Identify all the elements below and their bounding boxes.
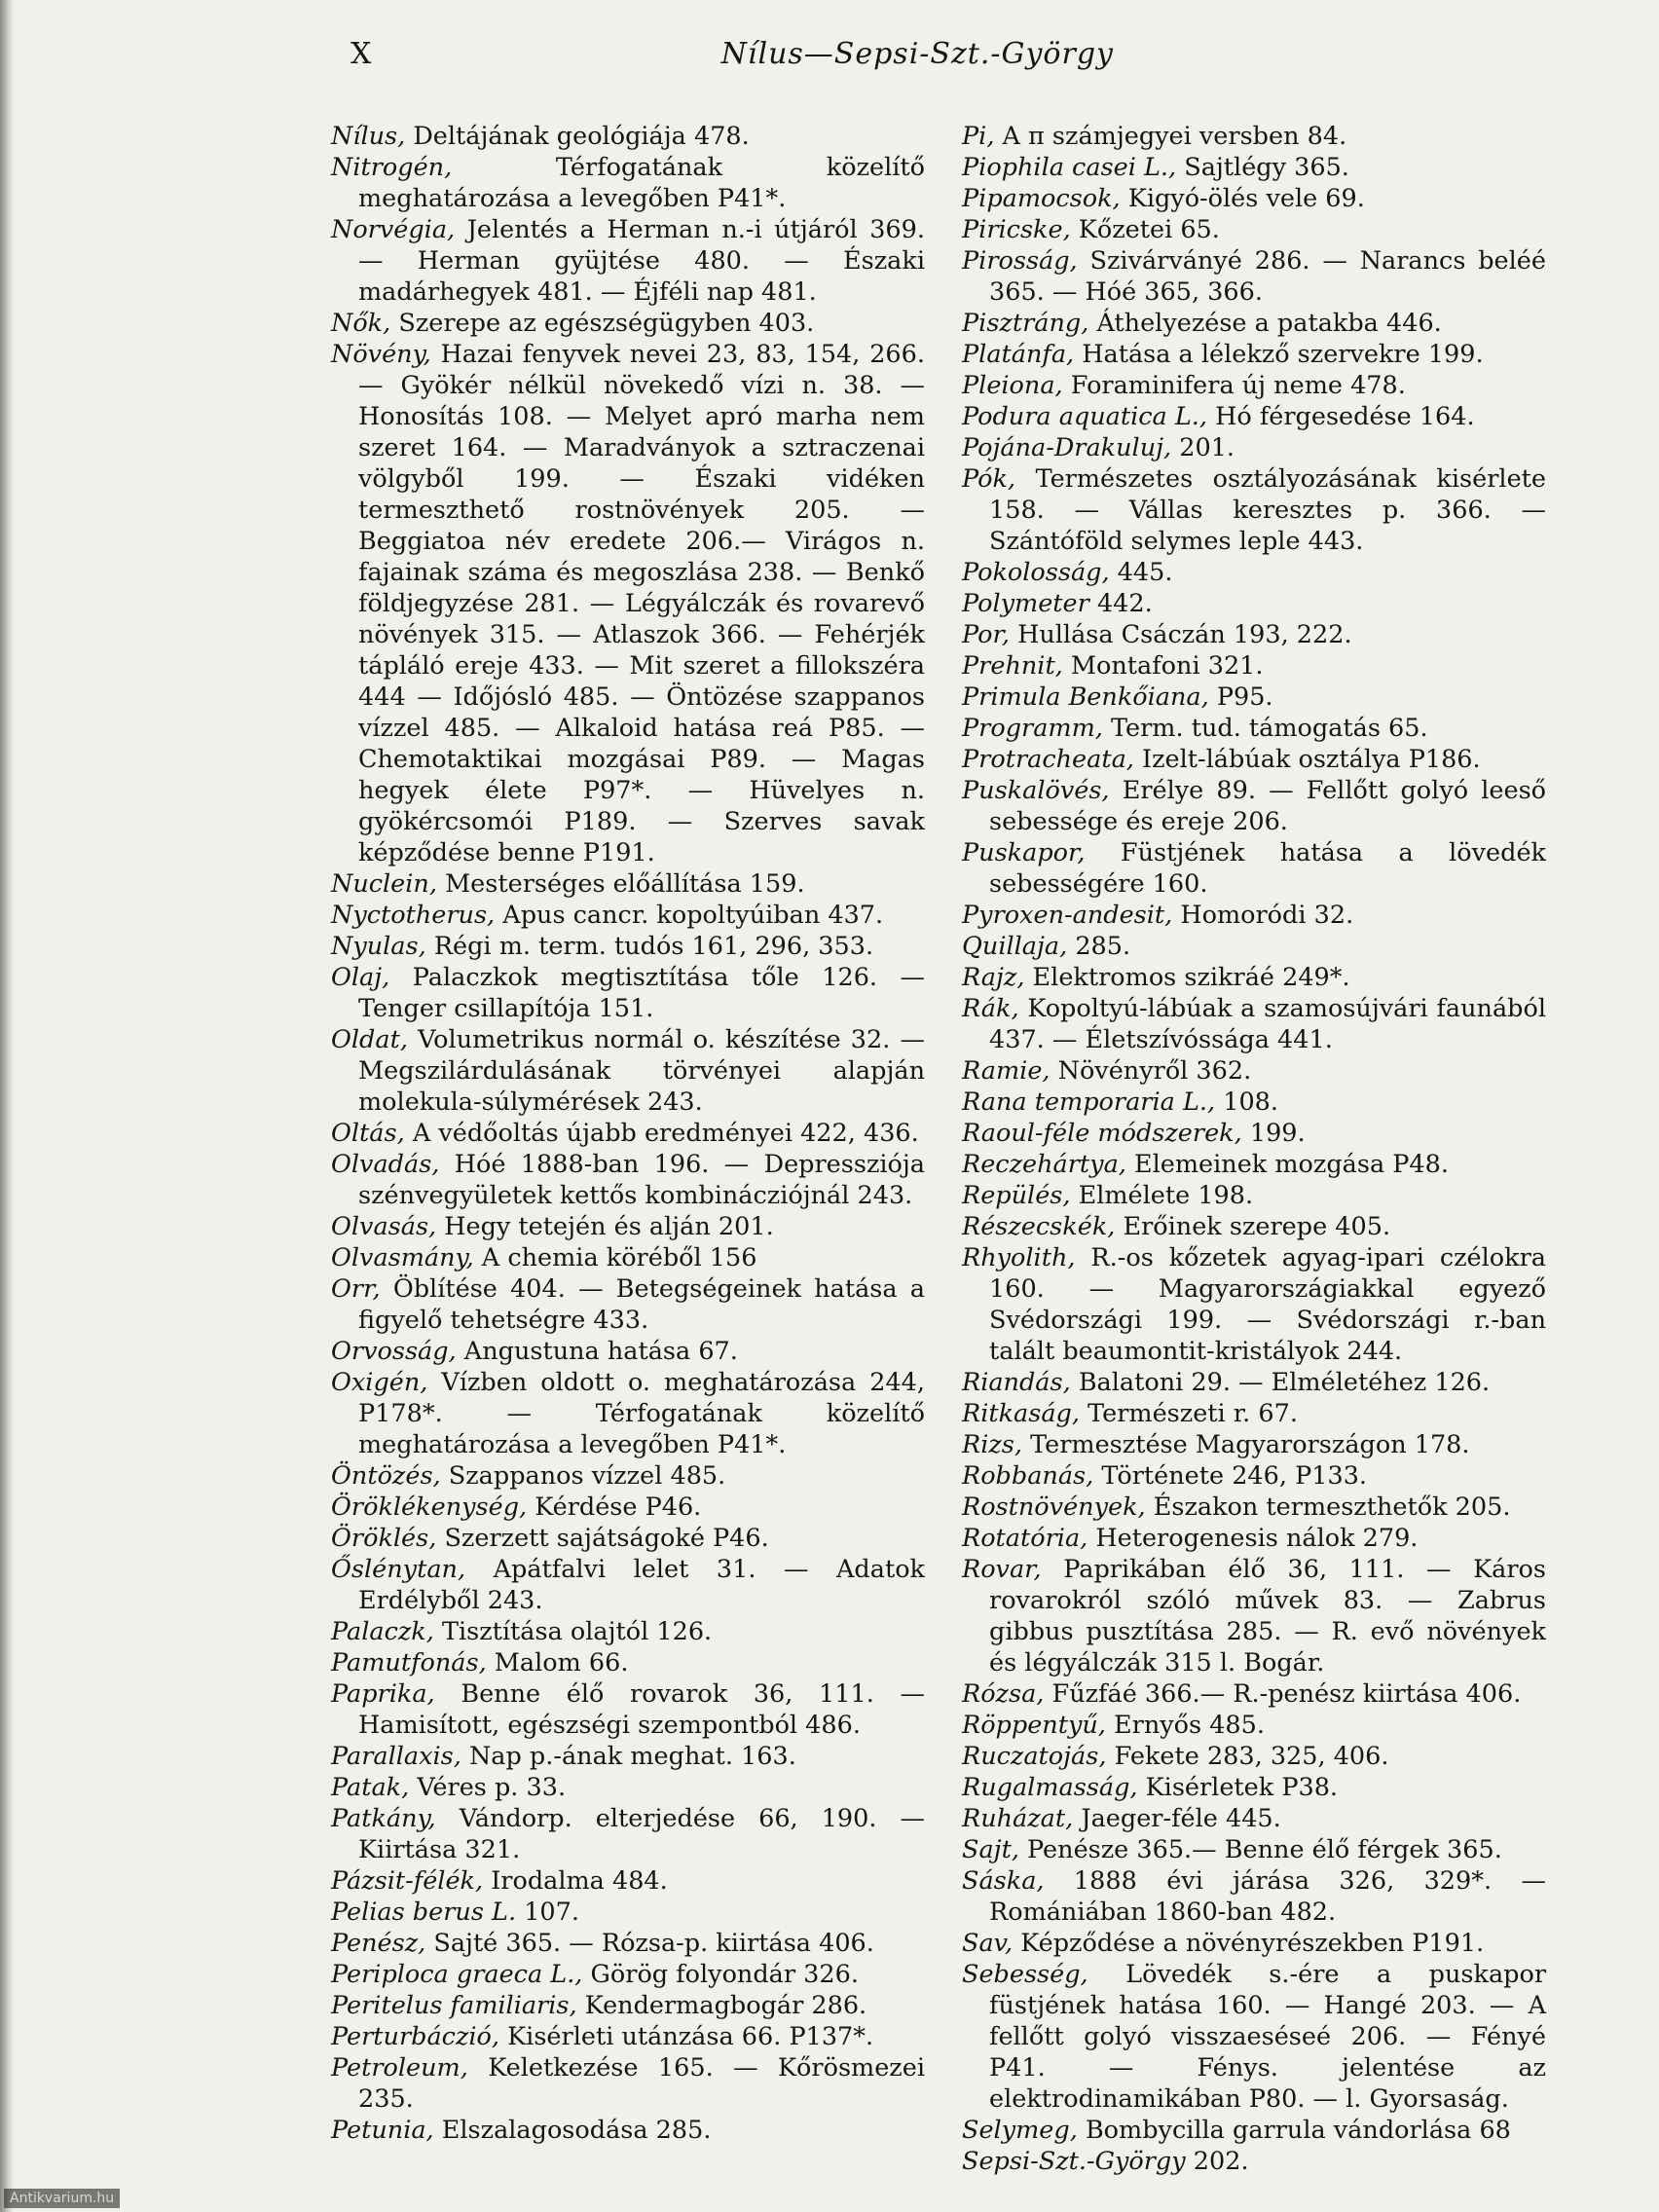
index-entry [962,1492,1546,1523]
index-headword: Nitrogén, [331,153,453,182]
index-references: 1888 évi járása 326, 329*. — Romániában 1860-ban 482. [989,1866,1546,1927]
index-references: Mesterséges előállítása 159. [445,869,805,899]
book-gutter [0,0,14,2212]
index-references: Jaeger-féle 445. [1081,1804,1281,1833]
index-headword: Paprika, [331,1679,435,1709]
index-entry [962,1741,1546,1772]
index-headword: Norvégia, [331,215,456,244]
index-references: Kopoltyú-lábúak a szamosújvári faunából 437. — Életszívóssága 441. [989,994,1547,1054]
index-entry [962,1959,1546,2115]
index-headword: Prehnit, [962,651,1063,681]
index-references: Montafoni 321. [1070,651,1264,681]
index-entry [331,868,925,900]
index-headword: Pipamocsok, [962,184,1121,213]
index-entry [962,183,1546,214]
index-headword: Növény, [331,340,431,369]
index-references: Elszalagosodása 285. [441,2116,712,2145]
index-headword: Orvosság, [331,1337,457,1366]
index-entry [331,931,925,962]
index-references: Erőinek szerepe 405. [1123,1212,1391,1241]
index-headword: Pojána-Drakuluj, [962,433,1172,462]
index-references: A chemia köréből 156 [481,1243,757,1272]
index-headword: Oldat, [331,1025,408,1054]
index-entry [331,1990,925,2021]
index-references: 202. [1193,2147,1249,2176]
index-entry [331,1523,925,1554]
index-references: Régi m. term. tudós 161, 296, 353. [433,932,874,961]
index-entry [962,121,1546,152]
index-references: Bombycilla garrula vándorlása 68 [1085,2116,1511,2145]
index-references: Szivárványé 286. — Narancs beléé 365. — Hóé 365, 366. [989,246,1546,307]
index-column-left [331,121,925,2146]
index-headword: Rotatória, [962,1524,1088,1553]
index-entry [962,1149,1546,1180]
index-headword: Robbanás, [962,1461,1094,1491]
index-references: Foraminifera új neme 478. [1070,371,1406,400]
index-headword: Selymeg, [962,2116,1078,2145]
index-entry [331,1118,925,1149]
index-entry [962,1180,1546,1211]
index-references: Ernyős 485. [1114,1711,1265,1740]
index-headword: Rák, [962,994,1019,1023]
index-headword: Sepsi-Szt.-György [962,2147,1186,2176]
index-references: R.-os kőzetek agyag-ipari czélokra 160. — Magyarországiakkal egyező Svédországi 199. — Svédországi r.-ban talált beaumontit-kristályok 244. [989,1243,1546,1366]
index-entry [331,214,925,308]
index-entry [962,1928,1546,1959]
index-headword: Reczehártya, [962,1150,1126,1179]
index-references: Hegy tetején és alján 201. [444,1212,774,1241]
index-headword: Rajz, [962,963,1025,992]
index-references: Izelt-lábúak osztálya P186. [1142,745,1481,774]
page-number: X [350,37,374,71]
index-references: Növényről 362. [1057,1056,1252,1086]
index-headword: Öröklékenység, [331,1493,528,1522]
index-references: Jelentés a Herman n.-i útjáról 369. — Herman gyüjtése 480. — Északi madárhegyek 481. — Éjféli nap 481. [358,215,925,307]
index-headword: Puskalövés, [962,776,1110,805]
index-references: Tisztítása olajtól 126. [441,1617,713,1646]
index-headword: Rhyolith, [962,1243,1076,1272]
index-entry [331,1772,925,1803]
index-headword: Palaczk, [331,1617,434,1646]
index-references: Keletkezése 165. — Kőrösmezei 235. [358,2053,925,2114]
index-entry [962,1398,1546,1429]
index-headword: Rizs, [962,1430,1022,1459]
index-headword: Ruczatojás, [962,1742,1107,1771]
index-references: Sajtlégy 365. [1184,153,1349,182]
index-headword: Piricske, [962,215,1071,244]
index-headword: Primula Benkőiana, [962,682,1209,712]
index-headword: Protracheata, [962,745,1134,774]
index-entry [331,1897,925,1928]
index-entry [962,1678,1546,1710]
index-entry [331,121,925,152]
index-headword: Olvasás, [331,1212,437,1241]
index-references: Szerzett sajátságoké P46. [444,1524,769,1553]
index-entry [331,1336,925,1367]
index-entry [962,557,1546,588]
index-references: Elemeinek mozgása P48. [1134,1150,1449,1179]
index-entry [331,900,925,931]
index-headword: Penész, [331,1929,426,1958]
index-entry [962,1055,1546,1087]
index-references: Természeti r. 67. [1088,1399,1298,1428]
index-entry [962,2115,1546,2146]
index-headword: Nyctotherus, [331,901,496,930]
index-entry [962,1834,1546,1865]
index-headword: Sáska, [962,1866,1045,1896]
index-headword: Platánfa, [962,340,1075,369]
index-entry [331,1460,925,1492]
index-references: Kendermagbogár 286. [584,1991,867,2020]
index-entry [331,1149,925,1211]
index-headword: Podura aquatica L., [962,402,1208,431]
index-column-right [962,121,1546,2177]
index-references: Szerepe az egészségügyben 403. [398,309,815,338]
index-references: Görög folyondár 326. [590,1960,859,1989]
index-entry [962,993,1546,1055]
index-headword: Peritelus familiaris, [331,1991,577,2020]
index-headword: Rugalmasság, [962,1773,1138,1802]
index-entry [962,1710,1546,1741]
index-headword: Petunia, [331,2116,434,2145]
index-entry [962,1211,1546,1242]
index-references: Kőzetei 65. [1078,215,1220,244]
index-references: Kigyó-ölés vele 69. [1127,184,1365,213]
index-references: Homoródi 32. [1180,901,1354,930]
index-entry [331,1803,925,1865]
index-headword: Perturbáczió, [331,2022,500,2051]
index-entry [962,1523,1546,1554]
index-headword: Pázsit-félék, [331,1866,484,1896]
index-references: 285. [1075,932,1131,961]
index-headword: Pleiona, [962,371,1063,400]
index-references: 199. [1249,1119,1306,1148]
index-headword: Orr, [331,1274,381,1304]
index-entry [331,1741,925,1772]
index-references: Kisérleti utánzása 66. P137*. [507,2022,874,2051]
index-entry [962,931,1546,962]
index-entry [331,2052,925,2115]
index-references: Termesztése Magyarországon 178. [1030,1430,1470,1459]
index-entry [962,432,1546,463]
index-references: Képződése a növényrészekben P191. [1020,1929,1485,1958]
index-entry [331,2021,925,2052]
index-headword: Patak, [331,1773,410,1802]
index-headword: Nuclein, [331,869,437,899]
index-references: Lövedék s.-ére a puskapor füstjének hatása 160. — Hangé 203. — A fellőtt golyó visszaeséseé 206. — Fényé P41. — Fénys. jelentése az elektrodinamikában P80. — l. Gyorsaság. [989,1960,1547,2114]
index-entry [331,1928,925,1959]
index-entry [962,463,1546,557]
index-entry [331,1211,925,1242]
index-references: Vándorp. elterjedése 66, 190. — Kiirtása 321. [358,1804,925,1864]
index-references: 201. [1179,433,1235,462]
index-references: Fekete 283, 325, 406. [1114,1742,1389,1771]
index-headword: Pokolosság, [962,558,1110,587]
index-references: Hullása Csáczán 193, 222. [1017,620,1352,649]
index-headword: Repülés, [962,1181,1071,1210]
index-headword: Rovar, [962,1555,1042,1584]
index-entry [962,1460,1546,1492]
index-references: Benne élő rovarok 36, 111. — Hamisított, egészségi szempontból 486. [358,1679,925,1740]
index-entry [962,245,1546,308]
index-headword: Sajt, [962,1835,1019,1864]
page-header [0,37,1659,86]
index-references: Balatoni 29. — Elméletéhez 126. [1078,1368,1491,1397]
index-headword: Polymeter [962,589,1089,618]
index-headword: Quillaja, [962,932,1068,961]
index-entry [962,1087,1546,1118]
index-references: Nap p.-ának meghat. 163. [468,1742,796,1771]
index-headword: Pelias berus L. [331,1898,517,1927]
index-headword: Puskapor, [962,838,1086,867]
index-entry [962,401,1546,432]
index-references: Apus cancr. kopoltyúiban 437. [502,901,884,930]
index-entry [331,1024,925,1118]
index-references: Fűzfáé 366.— R.-penész kiirtása 406. [1051,1679,1522,1709]
index-entry [331,1959,925,1990]
index-headword: Nyulas, [331,932,426,961]
index-headword: Patkány, [331,1804,436,1833]
index-entry [962,1242,1546,1367]
index-references: Szappanos vízzel 485. [448,1461,726,1491]
index-entry [331,1616,925,1647]
index-headword: Rostnövények, [962,1493,1146,1522]
index-entry [331,1678,925,1741]
index-entry [331,2115,925,2146]
index-headword: Rana temporaria L., [962,1088,1216,1117]
index-references: P95. [1216,682,1273,712]
index-entry [962,900,1546,931]
index-headword: Rózsa, [962,1679,1045,1709]
index-entry [331,1492,925,1523]
index-headword: Pamutfonás, [331,1648,487,1677]
index-references: Elektromos szikráé 249*. [1032,963,1350,992]
index-references: Öblítése 404. — Betegségeinek hatása a figyelő tehetségre 433. [358,1274,925,1335]
index-entry [331,308,925,339]
index-headword: Pisztráng, [962,309,1089,338]
index-references: Sajté 365. — Rózsa-p. kiirtása 406. [433,1929,874,1958]
index-references: Penésze 365.— Benne élő férgek 365. [1027,1835,1502,1864]
index-headword: Pyroxen-andesit, [962,901,1173,930]
index-entry [962,1554,1546,1678]
index-headword: Pók, [962,464,1016,494]
index-references: Volumetrikus normál o. készítése 32. — Megszilárdulásának törvényei alapján molekula-súlymérések 243. [358,1025,925,1117]
index-headword: Öntözés, [331,1461,441,1491]
index-entry [962,682,1546,713]
index-headword: Petroleum, [331,2053,468,2083]
index-headword: Öröklés, [331,1524,437,1553]
index-headword: Sav, [962,1929,1014,1958]
index-references: Áthelyezése a patakba 446. [1096,309,1442,338]
index-references: Hazai fenyvek nevei 23, 83, 154, 266. — Gyökér nélkül növekedő vízi n. 38. — Honosítás 108. — Melyet apró marha nem szeret 164. — Maradványok a sztraczenai völgyből 199. — Északi vidéken termeszthető rostnövények 205. — Beggiatoa név eredete 206.— Virágos n. fajainak száma és megoszlása 238. — Benkő földjegyzése 281. — Légyálczák és rovarevő növények 315. — Atlaszok 366. — Fehérjék tápláló ereje 433. — Mit szeret a fillokszéra 444 — Időjósló 485. — Öntözése szappanos vízzel 485. — Alkaloid hatása reá P85. — Chemotaktikai mozgásai P89. — Magas hegyek élete P97*. — Hüvelyes n. gyökércsomói P189. — Szerves savak képződése benne P191. [358,340,925,867]
watermark: Antikvarium.hu [4,2189,120,2208]
index-references: Apátfalvi lelet 31. — Adatok Erdélyből 243. [358,1555,925,1615]
index-entry [331,1865,925,1897]
index-references: Északon termeszthetők 205. [1153,1493,1511,1522]
index-references: Angustuna hatása 67. [463,1337,738,1366]
index-entry [962,339,1546,370]
index-references: Hó férgesedése 164. [1215,402,1475,431]
index-entry [331,1367,925,1460]
index-references: 108. [1223,1088,1278,1117]
index-references: Története 246, P133. [1101,1461,1368,1491]
index-entry [331,1242,925,1273]
index-headword: Sebesség, [962,1960,1088,1989]
index-references: Hóé 1888-ban 196. — Depressziója szénvegyületek kettős kombinácziójnál 243. [358,1150,925,1210]
index-entry [331,339,925,868]
index-headword: Parallaxis, [331,1742,461,1771]
index-headword: Raoul-féle módszerek, [962,1119,1242,1148]
index-references: Természetes osztályozásának kisérlete 158. — Vállas keresztes p. 366. — Szántóföld selymes leple 443. [989,464,1546,556]
index-entry [962,837,1546,900]
index-entry [962,2146,1546,2177]
index-headword: Oxigén, [331,1368,428,1397]
index-headword: Nílus, [331,122,406,151]
index-headword: Olvadás, [331,1150,440,1179]
index-headword: Ritkaság, [962,1399,1080,1428]
index-references: Erélye 89. — Fellőtt golyó leeső sebessége és ereje 206. [989,776,1547,836]
index-entry [962,1772,1546,1803]
index-entry [962,1118,1546,1149]
index-headword: Por, [962,620,1010,649]
index-references: Palaczkok megtisztítása tőle 126. — Tenger csillapítója 151. [358,963,925,1023]
index-references: Kisérletek P38. [1145,1773,1339,1802]
index-references: Malom 66. [494,1648,629,1677]
index-headword: Nők, [331,309,391,338]
index-references: Elmélete 198. [1078,1181,1254,1210]
index-references: Paprikában élő 36, 111. — Káros rovarokról szóló művek 83. — Zabrus gibbus pusztítása 285. — R. evő növények és légyálczák 315 l. Bogár. [989,1555,1546,1677]
index-entry [962,744,1546,775]
index-entry [962,370,1546,401]
index-entry [962,1803,1546,1834]
index-headword: Oltás, [331,1119,405,1148]
index-references: Füstjének hatása a lövedék sebességére 160. [989,838,1547,899]
index-references: 442. [1096,589,1153,618]
index-headword: Ruházat, [962,1804,1074,1833]
index-headword: Olvasmány, [331,1243,474,1272]
index-headword: Pi, [962,122,995,151]
running-title: Nílus—Sepsi-Szt.-György [720,37,1114,71]
index-references: Irodalma 484. [491,1866,668,1896]
index-entry [962,1367,1546,1398]
index-entry [331,152,925,214]
index-entry [331,1554,925,1616]
index-entry [962,619,1546,650]
index-headword: Részecskék, [962,1212,1116,1241]
index-references: A π számjegyei versben 84. [1002,122,1347,151]
index-headword: Röppentyű, [962,1711,1106,1740]
index-headword: Őslénytan, [331,1555,466,1584]
index-references: 445. [1117,558,1173,587]
index-references: Heterogenesis nálok 279. [1095,1524,1419,1553]
index-references: Vízben oldott o. meghatározása 244, P178*. — Térfogatának közelítő meghatározása a levegőben P41*. [358,1368,925,1459]
index-references: Deltájának geológiája 478. [413,122,750,151]
index-headword: Pirosság, [962,246,1078,276]
index-headword: Riandás, [962,1368,1071,1397]
index-references: Kérdése P46. [535,1493,702,1522]
index-entry [962,152,1546,183]
index-references: A védőoltás újabb eredményei 422, 436. [412,1119,919,1148]
index-headword: Ramie, [962,1056,1051,1086]
index-entry [331,1647,925,1678]
index-entry [962,713,1546,744]
index-headword: Piophila casei L., [962,153,1177,182]
index-entry [331,1273,925,1336]
index-references: Hatása a lélekző szervekre 199. [1082,340,1484,369]
index-entry [962,650,1546,682]
index-headword: Periploca graeca L., [331,1960,583,1989]
index-entry [331,962,925,1024]
index-entry [962,214,1546,245]
index-references: 107. [524,1898,579,1927]
index-headword: Olaj, [331,963,390,992]
index-entry [962,775,1546,837]
index-references: Térfogatának közelítő meghatározása a levegőben P41*. [358,153,925,213]
index-headword: Programm, [962,714,1103,743]
index-entry [962,588,1546,619]
index-entry [962,308,1546,339]
index-entry [962,1429,1546,1460]
index-references: Véres p. 33. [417,1773,567,1802]
index-entry [962,962,1546,993]
index-entry [962,1865,1546,1928]
index-references: Term. tud. támogatás 65. [1111,714,1428,743]
